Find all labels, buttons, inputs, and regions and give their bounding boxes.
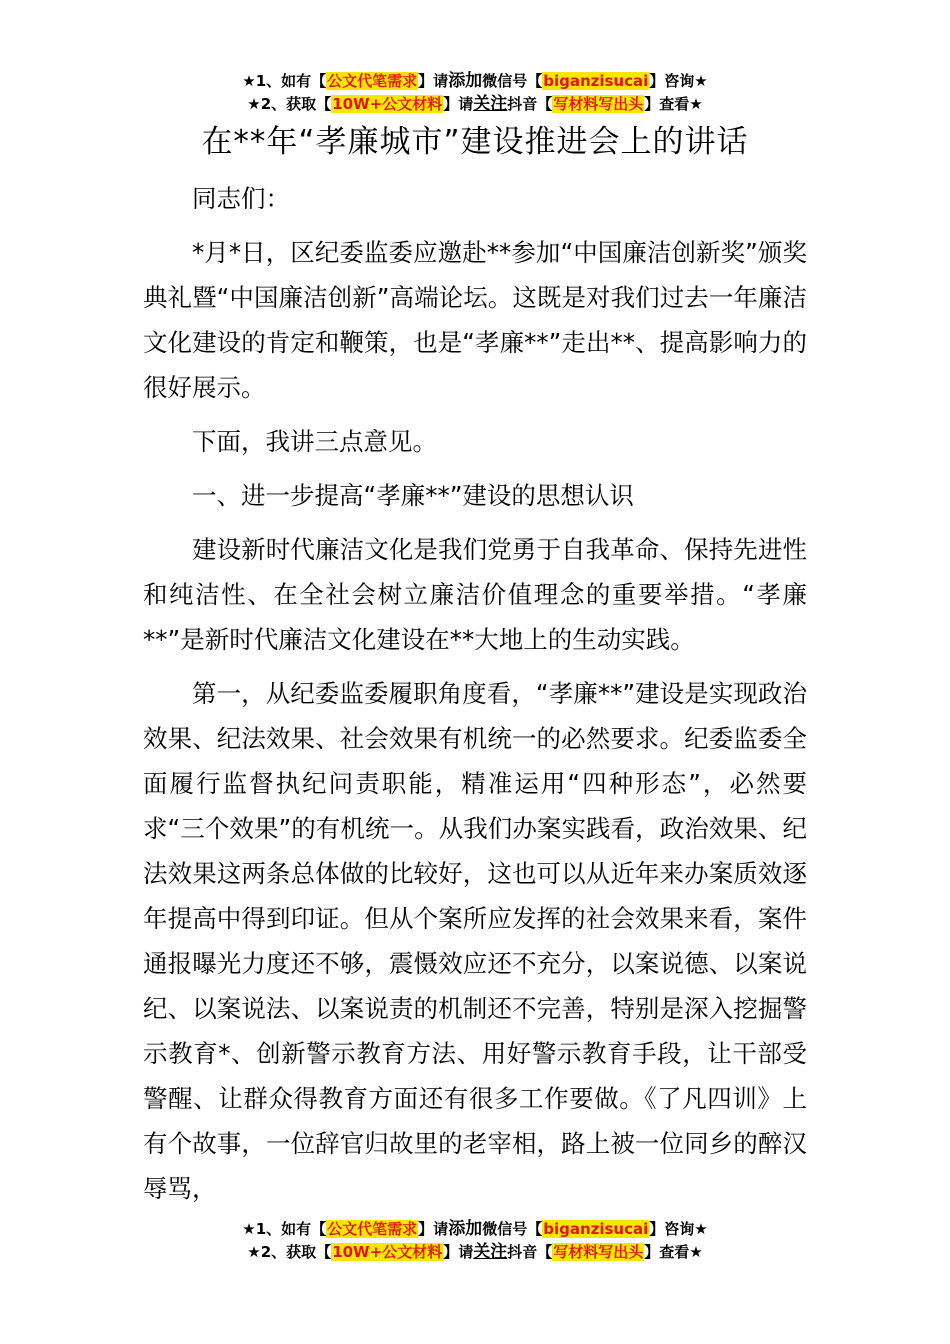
banner-highlight: biganzisucai: [543, 72, 649, 90]
banner-line-1: [0, 70, 950, 93]
banner-text: 】请: [418, 72, 449, 90]
banner-text: 微信号【: [482, 72, 543, 90]
banner-highlight: 公文代笔需求: [327, 72, 418, 90]
document-body: [143, 176, 807, 1220]
banner-highlight: 10W+公文材料: [332, 95, 443, 113]
paragraph: 建设新时代廉洁文化是我们党勇于自我革命、保持先进性和纯洁性、在全社会树立廉洁价值理念的重要举措。“孝廉**”是新时代廉洁文化建设在**大地上的生动实践。: [143, 535, 807, 654]
banner-line-2: [0, 93, 950, 116]
footer-banner: [0, 1218, 950, 1264]
banner-text: ★2、获取【: [247, 1243, 332, 1261]
banner-line-2: [0, 1241, 950, 1264]
banner-emphasis: 添加: [448, 1219, 483, 1239]
section-heading: 一、进一步提高“孝廉**”建设的思想认识: [192, 481, 634, 510]
banner-text: 抖音【: [507, 95, 553, 113]
banner-text: ★1、如有【: [242, 72, 327, 90]
banner-highlight: 写材料写出头: [553, 95, 644, 113]
banner-text: 】请: [418, 1220, 449, 1238]
banner-line-1: [0, 1218, 950, 1241]
banner-emphasis: 关注: [473, 1242, 508, 1262]
banner-text: 】查看★: [644, 95, 703, 113]
banner-highlight: 10W+公文材料: [332, 1243, 443, 1261]
paragraph: 下面，我讲三点意见。: [192, 427, 437, 456]
banner-emphasis: 关注: [473, 94, 508, 114]
banner-text: 】咨询★: [649, 72, 708, 90]
banner-highlight: 公文代笔需求: [327, 1220, 418, 1238]
banner-text: 】请: [443, 95, 474, 113]
paragraph: 同志们：: [192, 184, 290, 213]
banner-text: 】咨询★: [649, 1220, 708, 1238]
banner-text: 】查看★: [644, 1243, 703, 1261]
banner-text: 抖音【: [507, 1243, 553, 1261]
header-banner: [0, 70, 950, 116]
banner-text: 】请: [443, 1243, 474, 1261]
banner-highlight: biganzisucai: [543, 1220, 649, 1238]
document-title: 在**年“孝廉城市”建设推进会上的讲话: [201, 124, 749, 160]
banner-emphasis: 添加: [448, 71, 483, 91]
banner-text: ★1、如有【: [242, 1220, 327, 1238]
paragraph: *月*日，区纪委监委应邀赴**参加“中国廉洁创新奖”颁奖典礼暨“中国廉洁创新”高端论坛。这既是对我们过去一年廉洁文化建设的肯定和鞭策，也是“孝廉**”走出**、提高影响力的很好展示。: [143, 238, 807, 402]
banner-text: 微信号【: [482, 1220, 543, 1238]
banner-text: ★2、获取【: [247, 95, 332, 113]
banner-highlight: 写材料写出头: [553, 1243, 644, 1261]
paragraph: 第一，从纪委监委履职角度看，“孝廉**”建设是实现政治效果、纪法效果、社会效果有机统一的必然要求。纪委监委全面履行监督执纪问责职能，精准运用“四种形态”，必然要求“三个效果”的有机统一。从我们办案实践看，政治效果、纪法效果这两条总体做的比较好，这也可以从近年来办案质效逐年提高中得到印证。但从个案所应发挥的社会效果来看，案件通报曝光力度还不够，震慑效应还不充分，以案说德、以案说纪、以案说法、以案说责的机制还不完善，特别是深入挖掘警示教育*、创新警示教育方法、用好警示教育手段，让干部受警醒、让群众得教育方面还有很多工作要做。《了凡四训》上有个故事，一位辞官归故里的老宰相，路上被一位同乡的醉汉辱骂，: [143, 679, 807, 1203]
